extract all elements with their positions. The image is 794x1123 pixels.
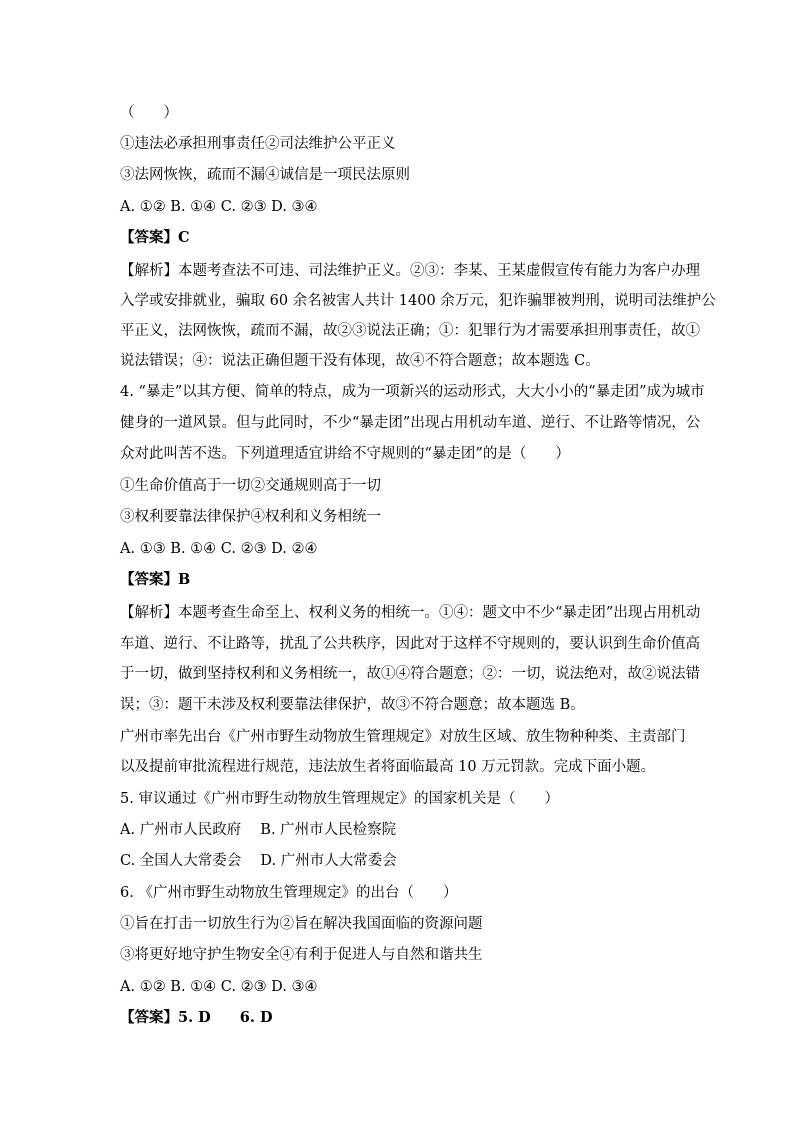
- q4-stem-line-1: 4. “暴走”以其方便、简单的特点，成为一项新兴的运动形式，大大小小的“暴走团”成为城市: [120, 384, 705, 400]
- q4-analysis-line-3: 于一切，做到坚持权利和义务相统一，故①④符合题意；②：一切，说法绝对，故②说法错: [120, 666, 700, 682]
- q3-analysis-line-2: 入学或安排就业，骗取 60 余名被害人共计 1400 余万元，犯诈骗罪被判刑，说明司法维护公: [120, 293, 716, 309]
- material-line-2: 以及提前审批流程进行规范，违法放生者将面临最高 10 万元罚款。完成下面小题。: [120, 759, 656, 775]
- q3-blank: （ ）: [120, 105, 178, 121]
- q4-analysis-line-1: 【解析】本题考查生命至上、权利义务的相统一。①④：题文中不少“暴走团”出现占用机动: [120, 605, 701, 621]
- q3-options: A. ①② B. ①④ C. ②③ D. ③④: [120, 199, 318, 215]
- q3-statement-line-2: ③法网恢恢，疏而不漏④诚信是一项民法原则: [120, 167, 410, 183]
- q3-analysis-line-4: 说法错误；④：说法正确但题干没有体现，故④不符合题意；故本题选 C。: [120, 353, 600, 369]
- q5-options-line-2: C. 全国人大常委会 D. 广州市人大常委会: [120, 853, 397, 869]
- q6-statement-line-1: ①旨在打击一切放生行为②旨在解决我国面临的资源问题: [120, 916, 483, 932]
- q3-answer: 【答案】C: [120, 229, 190, 246]
- q3-analysis-line-1: 【解析】本题考查法不可违、司法维护正义。②③：李某、王某虚假宣传有能力为客户办理: [120, 263, 700, 279]
- q6-stem: 6. 《广州市野生动物放生管理规定》的出台（ ）: [120, 885, 458, 901]
- q4-answer: 【答案】B: [120, 571, 191, 588]
- q4-analysis-line-2: 车道、逆行、不让路等，扰乱了公共秩序，因此对于这样不守规则的，要认识到生命价值高: [120, 636, 700, 652]
- q5-stem: 5. 审议通过《广州市野生动物放生管理规定》的国家机关是（ ）: [120, 791, 559, 807]
- q4-options: A. ①③ B. ①④ C. ②③ D. ②④: [120, 541, 318, 557]
- q5-options-line-1: A. 广州市人民政府 B. 广州市人民检察院: [120, 822, 397, 838]
- q4-statement-line-2: ③权利要靠法律保护④权利和义务相统一: [120, 509, 381, 525]
- q6-options: A. ①② B. ①④ C. ②③ D. ③④: [120, 979, 318, 995]
- q6-statement-line-2: ③将更好地守护生物安全④有利于促进人与自然和谐共生: [120, 947, 483, 963]
- q3-statement-line-1: ①违法必承担刑事责任②司法维护公平正义: [120, 136, 396, 152]
- q4-statement-line-1: ①生命价值高于一切②交通规则高于一切: [120, 478, 381, 494]
- q4-stem-line-2: 健身的一道风景。但与此同时，不少“暴走团”出现占用机动车道、逆行、不让路等情况，公: [120, 415, 701, 431]
- q5-q6-answer: 【答案】5. D 6. D: [120, 1009, 273, 1026]
- q3-analysis-line-3: 平正义，法网恢恢，疏而不漏，故②③说法正确；①：犯罪行为才需要承担刑事责任，故①: [120, 323, 700, 339]
- q4-stem-line-3: 众对此叫苦不迭。下列道理适宜讲给不守规则的“暴走团”的是（ ）: [120, 446, 570, 462]
- q4-analysis-line-4: 误；③：题干未涉及权利要靠法律保护，故③不符合题意；故本题选 B。: [120, 697, 585, 713]
- material-line-1: 广州市率先出台《广州市野生动物放生管理规定》对放生区域、放生物种种类、主责部门: [120, 729, 686, 745]
